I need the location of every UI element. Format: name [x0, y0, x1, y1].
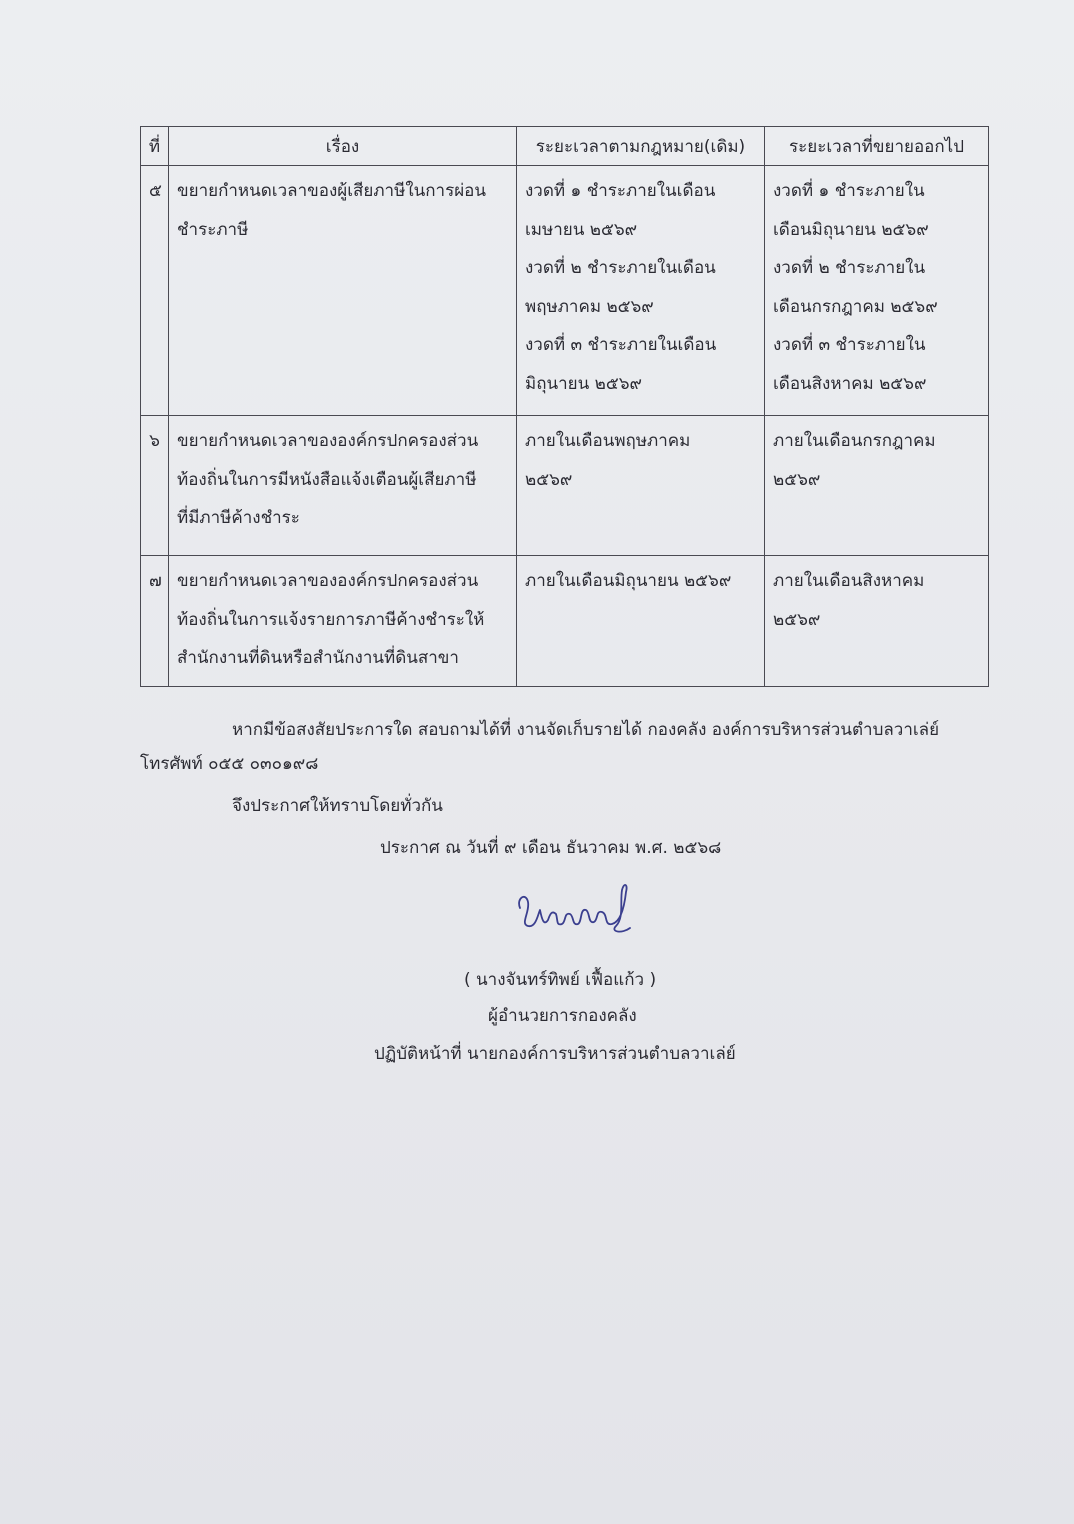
- cell-text-line: ๒๕๖๙: [525, 469, 573, 490]
- row-original-cell: [517, 556, 765, 687]
- announcement-date: ประกาศ ณ วันที่ ๙ เดือน ธันวาคม พ.ศ. ๒๕๖๘: [380, 838, 722, 858]
- cell-text-line: เดือนสิงหาคม ๒๕๖๙: [773, 373, 927, 394]
- cell-text-line: งวดที่ ๒ ชำระภายใน: [773, 258, 926, 278]
- row-subject-cell: [169, 416, 517, 556]
- cell-text-line: ท้องถิ่นในการแจ้งรายการภาษีค้างชำระให้: [177, 609, 485, 630]
- tax-extension-table: [140, 126, 989, 687]
- cell-text-line: พฤษภาคม ๒๕๖๙: [525, 296, 654, 317]
- table-row: [141, 556, 989, 687]
- cell-text-line: ชำระภาษี: [177, 219, 249, 240]
- cell-text-line: ที่มีภาษีค้างชำระ: [177, 508, 300, 528]
- cell-text-line: งวดที่ ๓ ชำระภายในเดือน: [525, 335, 717, 355]
- handwritten-signature: [512, 880, 642, 942]
- signatory-position: ผู้อำนวยการกองคลัง: [488, 1006, 637, 1026]
- row-subject-cell: [169, 166, 517, 416]
- cell-text-line: ภายในเดือนพฤษภาคม: [525, 431, 691, 451]
- row-number: ๗: [141, 556, 169, 687]
- cell-text-line: ภายในเดือนกรกฎาคม: [773, 431, 936, 451]
- table-row: [141, 166, 989, 416]
- cell-text-line: เมษายน ๒๕๖๙: [525, 219, 638, 240]
- row-extended-cell: [765, 416, 989, 556]
- row-extended-cell: [765, 166, 989, 416]
- row-original-cell: [517, 416, 765, 556]
- cell-text-line: งวดที่ ๓ ชำระภายใน: [773, 335, 926, 355]
- cell-text-line: ขยายกำหนดเวลาของผู้เสียภาษีในการผ่อน: [177, 181, 486, 201]
- cell-text-line: ๒๕๖๙: [773, 469, 821, 490]
- announcement-line: จึงประกาศให้ทราบโดยทั่วกัน: [232, 796, 443, 816]
- cell-text-line: ภายในเดือนสิงหาคม: [773, 571, 925, 591]
- table-header-row: [141, 127, 989, 166]
- contact-line-1: หากมีข้อสงสัยประการใด สอบถามได้ที่ งานจัดเก็บรายได้ กองคลัง องค์การบริหารส่วนตำบลวาเล่ย์: [232, 720, 940, 740]
- signatory-name: ( นางจันทร์ทิพย์ เฟื้อแก้ว ): [464, 970, 657, 990]
- header-original-period: ระยะเวลาตามกฎหมาย(เดิม): [517, 127, 765, 166]
- cell-text-line: ขยายกำหนดเวลาขององค์กรปกครองส่วน: [177, 571, 479, 591]
- cell-text-line: มิถุนายน ๒๕๖๙: [525, 373, 642, 394]
- cell-text-line: ท้องถิ่นในการมีหนังสือแจ้งเตือนผู้เสียภาษี: [177, 469, 477, 490]
- row-number: ๖: [141, 416, 169, 556]
- header-subject: เรื่อง: [169, 127, 517, 166]
- cell-text-line: งวดที่ ๑ ชำระภายในเดือน: [525, 181, 716, 201]
- cell-text-line: ๒๕๖๙: [773, 609, 821, 630]
- row-extended-cell: [765, 556, 989, 687]
- header-extended-period: ระยะเวลาที่ขยายออกไป: [765, 127, 989, 166]
- cell-text-line: เดือนมิถุนายน ๒๕๖๙: [773, 219, 929, 240]
- table-row: [141, 416, 989, 556]
- cell-text-line: เดือนกรกฎาคม ๒๕๖๙: [773, 296, 938, 317]
- cell-text-line: งวดที่ ๑ ชำระภายใน: [773, 181, 925, 201]
- cell-text-line: งวดที่ ๒ ชำระภายในเดือน: [525, 258, 716, 278]
- signatory-acting-role: ปฏิบัติหน้าที่ นายกองค์การบริหารส่วนตำบลวาเล่ย์: [374, 1044, 736, 1064]
- row-subject-cell: [169, 556, 517, 687]
- cell-text-line: สำนักงานที่ดินหรือสำนักงานที่ดินสาขา: [177, 648, 459, 668]
- contact-phone: โทรศัพท์ ๐๕๕ ๐๓๐๑๙๘: [140, 754, 319, 774]
- row-number: ๕: [141, 166, 169, 416]
- header-no: ที่: [141, 127, 169, 166]
- cell-text-line: ภายในเดือนมิถุนายน ๒๕๖๙: [525, 571, 732, 591]
- row-original-cell: [517, 166, 765, 416]
- cell-text-line: ขยายกำหนดเวลาขององค์กรปกครองส่วน: [177, 431, 479, 451]
